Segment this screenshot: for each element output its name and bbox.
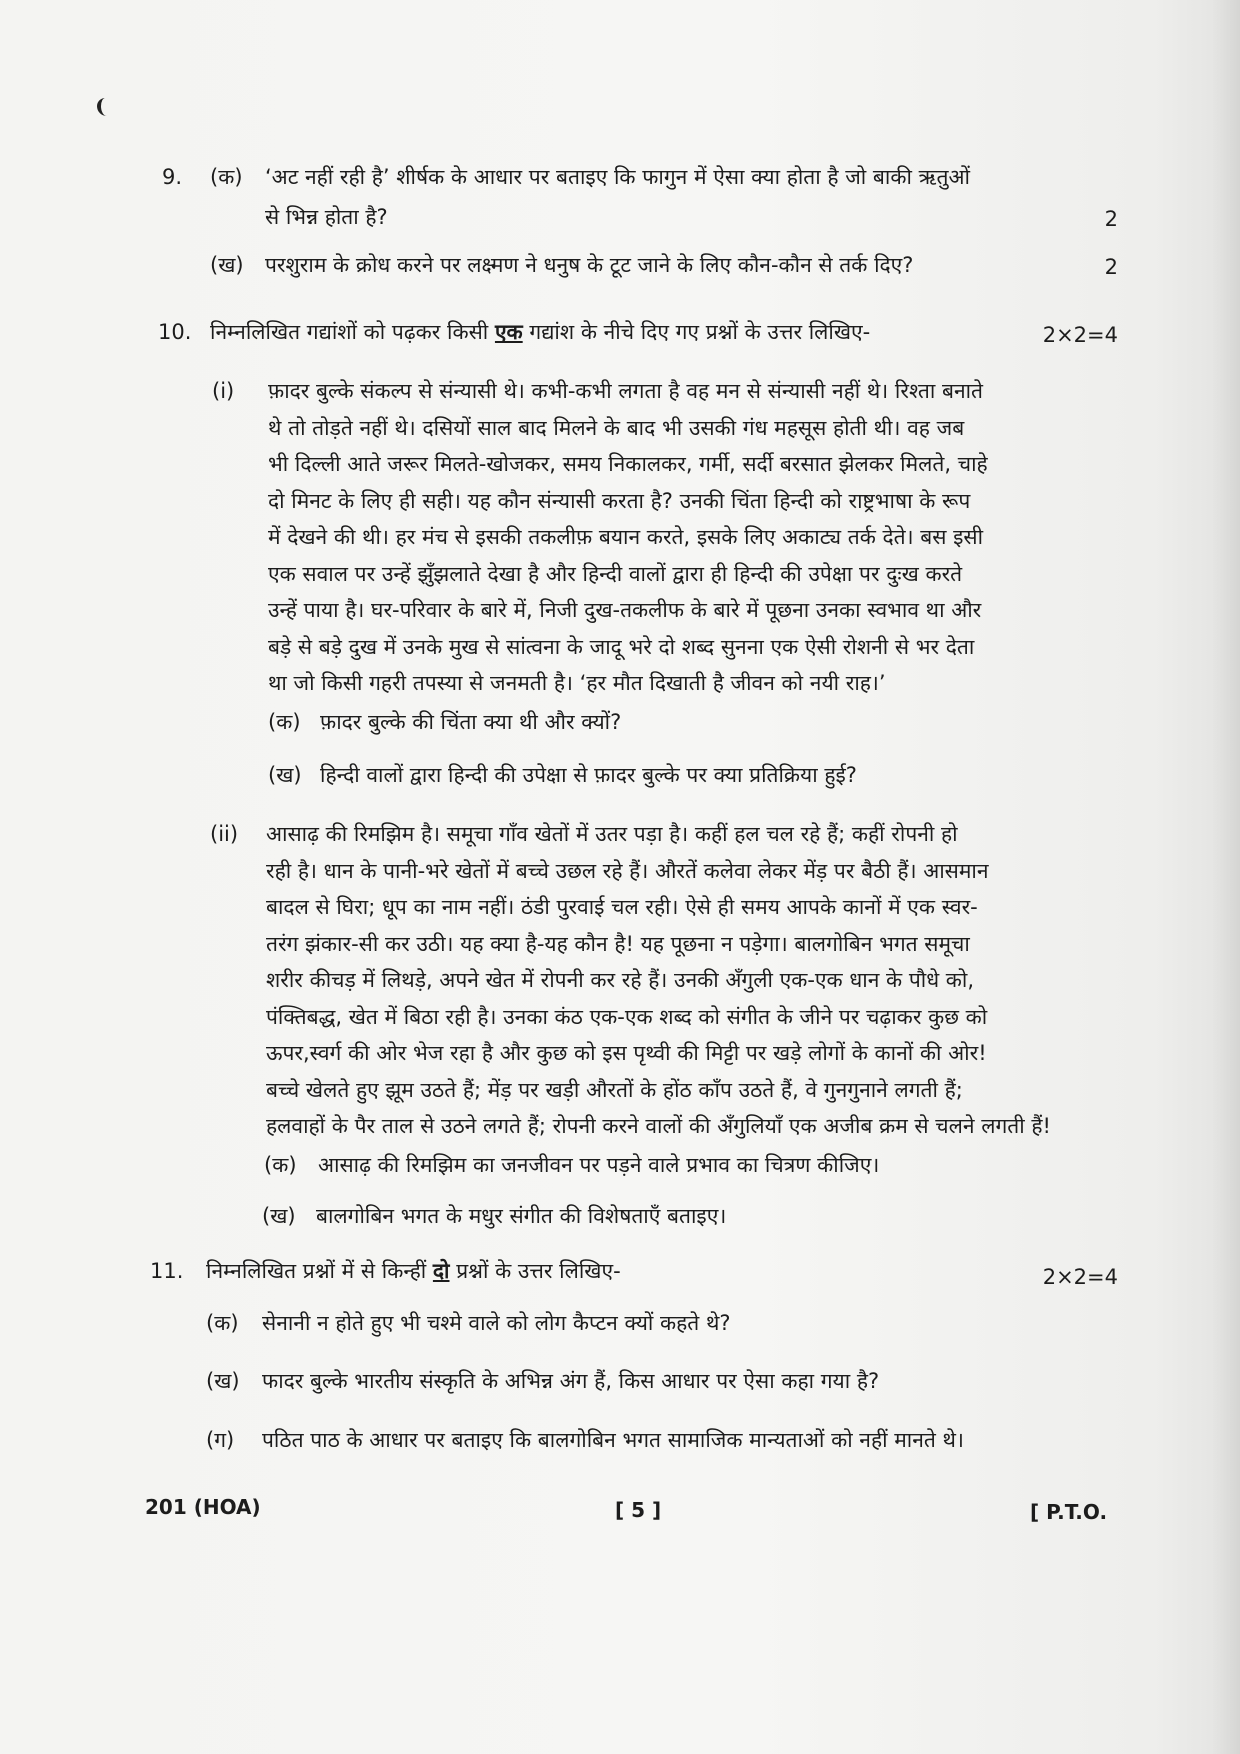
paper-code: 201 (HOA)	[145, 1495, 261, 1519]
q11-question-c: पठित पाठ के आधार पर बताइए कि बालगोबिन भगत सामाजिक मान्यताओं को नहीं मानते थे।	[262, 1428, 964, 1452]
q11-instruction-before: निम्नलिखित प्रश्नों में से किन्हीं	[206, 1259, 427, 1283]
q10-marks: 2×2=4	[1042, 323, 1118, 347]
passage-2-qb-label: (ख)	[262, 1204, 296, 1228]
passage-1-line: था जो किसी गहरी तपस्या से जनमती है। ‘हर मौत दिखाती है जीवन को नयी राह।’	[268, 671, 886, 695]
passage-2-line: बादल से घिरा; धूप का नाम नहीं। ठंडी पुरवाई चल रही। ऐसे ही समय आपके कानों में एक स्वर-	[266, 895, 978, 919]
page-number: [ 5 ]	[615, 1498, 662, 1522]
q10-instruction-after: गद्यांश के नीचे दिए गए प्रश्नों के उत्तर लिखिए-	[529, 320, 871, 344]
q9-a-text-line2: से भिन्न होता है?	[265, 205, 388, 229]
passage-1-line: बड़े से बड़े दुख में उनके मुख से सांत्वना के जादू भरे दो शब्द सुनना एक ऐसी रोशनी से भर देता	[268, 634, 975, 659]
q10-instruction	[210, 315, 870, 349]
passage-1-line: दो मिनट के लिए ही सही। यह कौन संन्यासी करता है? उनकी चिंता हिन्दी को राष्ट्रभाषा के रूप	[268, 488, 971, 513]
passage-1-line: भी दिल्ली आते जरूर मिलते-खोजकर, समय निकालकर, गर्मी, सर्दी बरसात झेलकर मिलते, चाहे	[268, 452, 988, 476]
q11-marks: 2×2=4	[1042, 1265, 1118, 1289]
passage-2-label: (ii)	[210, 822, 239, 846]
passage-2-line: तरंग झंकार-सी कर उठी। यह क्या है-यह कौन है! यह पूछना न पड़ेगा। बालगोबिन भगत समूचा	[266, 931, 970, 956]
passage-1-question-b: हिन्दी वालों द्वारा हिन्दी की उपेक्षा से फ़ादर बुल्के पर क्या प्रतिक्रिया हुई?	[320, 763, 857, 787]
passage-2-question-b: बालगोबिन भगत के मधुर संगीत की विशेषताएँ बताइए।	[316, 1204, 727, 1228]
passage-1-qb-label: (ख)	[268, 763, 302, 787]
passage-1-question-a: फ़ादर बुल्के की चिंता क्या थी और क्यों?	[320, 710, 622, 734]
passage-2-line: आसाढ़ की रिमझिम है। समूचा गाँव खेतों में उतर पड़ा है। कहीं हल चल रहे हैं; कहीं रोपनी हो	[266, 822, 958, 846]
passage-2-line: रही है। धान के पानी-भरे खेतों में बच्चे उछल रहे हैं। औरतें कलेवा लेकर मेंड़ पर बैठी हैं। आसमान	[266, 858, 989, 883]
q11-question-b: फादर बुल्के भारतीय संस्कृति के अभिन्न अंग हैं, किस आधार पर ऐसा कहा गया है?	[262, 1369, 880, 1393]
q9-a-marks: 2	[1104, 207, 1118, 231]
q9-b-text: परशुराम के क्रोध करने पर लक्ष्मण ने धनुष के टूट जाने के लिए कौन-कौन से तर्क दिए?	[265, 253, 914, 277]
question-9-number: 9.	[162, 165, 183, 189]
q11-instruction-emphasis: दो	[432, 1259, 450, 1283]
passage-1-text	[268, 373, 1128, 702]
passage-2-question-a: आसाढ़ की रिमझिम का जनजीवन पर पड़ने वाले प्रभाव का चित्रण कीजिए।	[318, 1153, 880, 1177]
passage-2-qa-label: (क)	[264, 1153, 297, 1177]
passage-2-line: बच्चे खेलते हुए झूम उठते हैं; मेंड़ पर खड़ी औरतों के होंठ काँप उठते हैं, वे गुनगुनाने लगती हैं;	[266, 1077, 963, 1102]
q11-instruction-after: प्रश्नों के उत्तर लिखिए-	[456, 1259, 621, 1283]
q9-a-text-line1: ‘अट नहीं रही है’ शीर्षक के आधार पर बताइए कि फागुन में ऐसा क्या होता है जो बाकी ऋतुओं	[265, 165, 970, 189]
q10-instruction-emphasis: एक	[494, 320, 523, 344]
passage-1-line: में देखने की थी। हर मंच से इसकी तकलीफ़ बयान करते, इसके लिए अकाट्य तर्क देते। बस इसी	[268, 525, 984, 549]
passage-1-line: थे तो तोड़ते नहीं थे। दसियों साल बाद मिलने के बाद भी उसकी गंध महसूस होती थी। वह जब	[268, 415, 965, 440]
passage-1-label: (i)	[212, 379, 235, 403]
passage-1-qa-label: (क)	[268, 710, 301, 734]
q9-b-label: (ख)	[210, 253, 244, 277]
q11-c-label: (ग)	[206, 1428, 235, 1452]
q9-a-label: (क)	[210, 165, 243, 189]
passage-2-text	[266, 816, 1128, 1145]
q11-b-label: (ख)	[206, 1369, 240, 1393]
question-10-number: 10.	[158, 320, 192, 344]
passage-2-line: ऊपर,स्वर्ग की ओर भेज रहा है और कुछ को इस पृथ्वी की मिट्टी पर खड़े लोगों के कानों की ओर!	[266, 1041, 987, 1065]
passage-1-line: उन्हें पाया है। घर-परिवार के बारे में, निजी दुख-तकलीफ के बारे में पूछना उनका स्वभाव था और	[268, 598, 982, 622]
pto-note: [ P.T.O.	[1030, 1500, 1108, 1524]
q11-instruction	[206, 1254, 621, 1288]
passage-2-line: हलवाहों के पैर ताल से उठने लगते हैं; रोपनी करने वालों की अँगुलियाँ एक अजीब क्रम से चलने लगती हैं!	[266, 1114, 1051, 1138]
passage-1-line: फ़ादर बुल्के संकल्प से संन्यासी थे। कभी-कभी लगता है वह मन से संन्यासी नहीं थे। रिश्ता बनाते	[268, 379, 984, 403]
question-11-number: 11.	[150, 1259, 184, 1283]
q9-b-marks: 2	[1104, 255, 1118, 279]
q11-question-a: सेनानी न होते हुए भी चश्मे वाले को लोग कैप्टन क्यों कहते थे?	[262, 1311, 731, 1335]
passage-2-line: पंक्तिबद्ध, खेत में बिठा रही है। उनका कंठ एक-एक शब्द को संगीत के जीने पर चढ़ाकर कुछ को	[266, 1004, 988, 1029]
q11-a-label: (क)	[206, 1311, 239, 1335]
passage-2-line: शरीर कीचड़ में लिथड़े, अपने खेत में रोपनी कर रहे हैं। उनकी अँगुली एक-एक धान के पौधे को,	[266, 968, 975, 992]
scan-shadow-edge	[1212, 0, 1240, 1754]
scan-mark	[97, 98, 115, 116]
q10-instruction-before: निम्नलिखित गद्यांशों को पढ़कर किसी	[210, 320, 489, 344]
passage-1-line: एक सवाल पर उन्हें झुँझलाते देखा है और हिन्दी वालों द्वारा ही हिन्दी की उपेक्षा पर दुःख करते	[268, 561, 963, 586]
